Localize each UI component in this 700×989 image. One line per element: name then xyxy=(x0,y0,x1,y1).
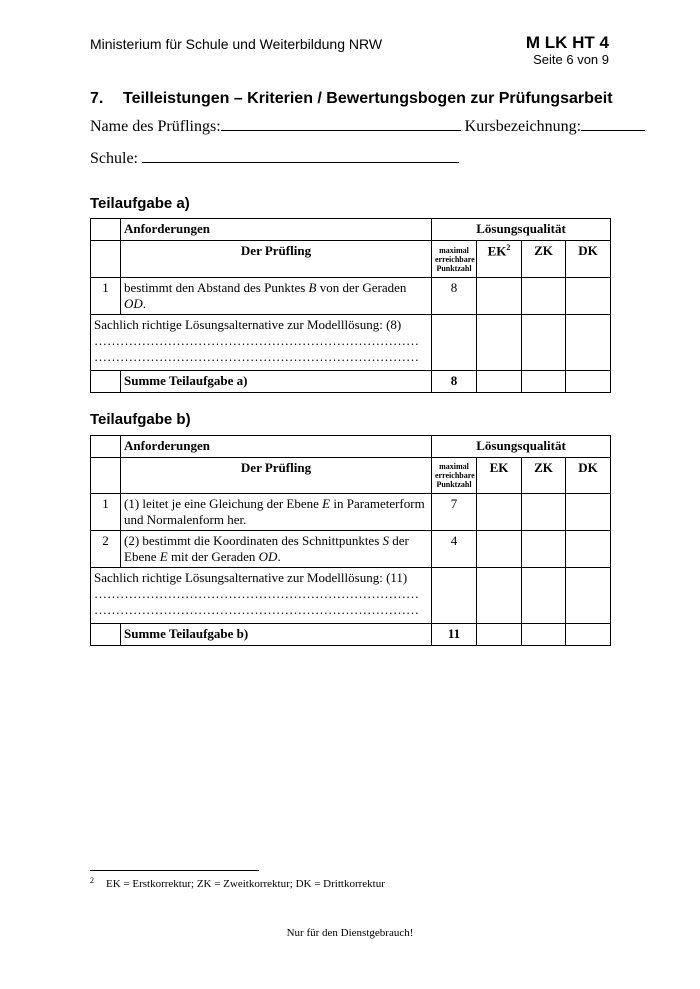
loesungsqualitaet-header: Lösungsqualität xyxy=(432,436,611,458)
ek-header: EK xyxy=(477,458,522,494)
zk-cell[interactable] xyxy=(522,315,566,371)
dk-cell[interactable] xyxy=(566,531,611,568)
sum-points: 8 xyxy=(432,371,477,393)
table-row xyxy=(91,494,611,531)
page-number: Seite 6 von 9 xyxy=(533,52,609,67)
max-points-header: maximal erreichbare Punktzahl xyxy=(432,458,477,494)
dk-header: DK xyxy=(566,458,611,494)
dk-header: DK xyxy=(566,241,611,278)
zk-cell[interactable] xyxy=(522,624,566,646)
ek-cell[interactable] xyxy=(477,624,522,646)
name-course-line xyxy=(90,117,645,136)
anforderungen-header: Anforderungen xyxy=(121,219,432,241)
zk-cell[interactable] xyxy=(522,371,566,393)
dk-cell[interactable] xyxy=(566,568,611,624)
school-line xyxy=(90,149,459,168)
dotted-line: ………………………………………………………………… xyxy=(94,349,419,364)
zk-header: ZK xyxy=(522,241,566,278)
requirement-text: (2) bestimmt die Koordinaten des Schnittpunktes S der Ebene E mit der Geraden OD. xyxy=(121,531,432,568)
footnote-mark: 2 xyxy=(90,876,94,885)
dk-cell[interactable] xyxy=(566,494,611,531)
dk-cell[interactable] xyxy=(566,624,611,646)
row-number: 1 xyxy=(91,278,121,315)
empty-cell xyxy=(91,436,121,458)
max-points: 7 xyxy=(432,494,477,531)
dk-cell[interactable] xyxy=(566,315,611,371)
section-number: 7. xyxy=(90,90,104,107)
zk-cell[interactable] xyxy=(522,568,566,624)
dotted-line: ………………………………………………………………… xyxy=(94,333,419,348)
dk-cell[interactable] xyxy=(566,371,611,393)
school-label: Schule: xyxy=(90,150,138,167)
max-points xyxy=(432,568,477,624)
empty-cell xyxy=(91,458,121,494)
part-a-title: Teilaufgabe a) xyxy=(90,195,190,212)
footer-notice: Nur für den Dienstgebrauch! xyxy=(286,927,414,939)
ek-cell[interactable] xyxy=(477,531,522,568)
dk-cell[interactable] xyxy=(566,278,611,315)
max-points xyxy=(432,315,477,371)
footnote-ref: 2 xyxy=(506,243,511,252)
ek-cell[interactable] xyxy=(477,278,522,315)
max-points: 4 xyxy=(432,531,477,568)
ek-cell[interactable] xyxy=(477,371,522,393)
ek-cell[interactable] xyxy=(477,315,522,371)
zk-cell[interactable] xyxy=(522,494,566,531)
alternative-text: Sachlich richtige Lösungsalternative zur Modelllösung: (11) ………………………………………………………………… ………………………………………………………………… xyxy=(91,568,432,624)
empty-cell xyxy=(91,219,121,241)
table-row xyxy=(91,278,611,315)
name-label: Name des Prüflings: xyxy=(90,118,221,135)
loesungsqualitaet-header: Lösungsqualität xyxy=(432,219,611,241)
ek-cell[interactable] xyxy=(477,568,522,624)
max-points-header: maximal erreichbare Punktzahl xyxy=(432,241,477,278)
row-number: 2 xyxy=(91,531,121,568)
name-field[interactable] xyxy=(221,117,461,131)
sum-label: Summe Teilaufgabe b) xyxy=(121,624,432,646)
alternative-row xyxy=(91,568,611,624)
requirement-text: bestimmt den Abstand des Punktes B von der Geraden OD. xyxy=(121,278,432,315)
zk-cell[interactable] xyxy=(522,531,566,568)
empty-cell xyxy=(91,624,121,646)
row-number: 1 xyxy=(91,494,121,531)
empty-cell xyxy=(91,241,121,278)
section-title: Teilleistungen – Kriterien / Bewertungsbogen zur Prüfungsarbeit xyxy=(123,90,613,107)
sum-row xyxy=(91,624,611,646)
course-field[interactable] xyxy=(581,117,645,131)
sum-row xyxy=(91,371,611,393)
footnote-text: EK = Erstkorrektur; ZK = Zweitkorrektur; DK = Drittkorrektur xyxy=(106,878,385,890)
dotted-line: ………………………………………………………………… xyxy=(94,586,419,601)
zk-header: ZK xyxy=(522,458,566,494)
anforderungen-header: Anforderungen xyxy=(121,436,432,458)
zk-cell[interactable] xyxy=(522,278,566,315)
course-label: Kursbezeichnung: xyxy=(464,118,582,135)
part-b-table xyxy=(90,435,611,646)
ministry-name: Ministerium für Schule und Weiterbildung NRW xyxy=(90,36,383,52)
pruefling-header: Der Prüfling xyxy=(121,458,432,494)
requirement-text: (1) leitet je eine Gleichung der Ebene E in Parameterform und Normalenform her. xyxy=(121,494,432,531)
ek-cell[interactable] xyxy=(477,494,522,531)
pruefling-header: Der Prüfling xyxy=(121,241,432,278)
footnote-divider xyxy=(90,870,259,871)
table-row xyxy=(91,531,611,568)
sum-label: Summe Teilaufgabe a) xyxy=(121,371,432,393)
dotted-line: ………………………………………………………………… xyxy=(94,602,419,617)
alternative-row xyxy=(91,315,611,371)
exam-code: M LK HT 4 xyxy=(525,33,609,52)
school-field[interactable] xyxy=(142,149,459,163)
sum-points: 11 xyxy=(432,624,477,646)
part-a-table xyxy=(90,218,611,393)
part-b-title: Teilaufgabe b) xyxy=(90,411,191,428)
ek-header: $EK^2$ xyxy=(477,241,522,278)
empty-cell xyxy=(91,371,121,393)
max-points: 8 xyxy=(432,278,477,315)
alternative-text: Sachlich richtige Lösungsalternative zur Modelllösung: (8) ………………………………………………………………… ………………………………………………………………… xyxy=(91,315,432,371)
